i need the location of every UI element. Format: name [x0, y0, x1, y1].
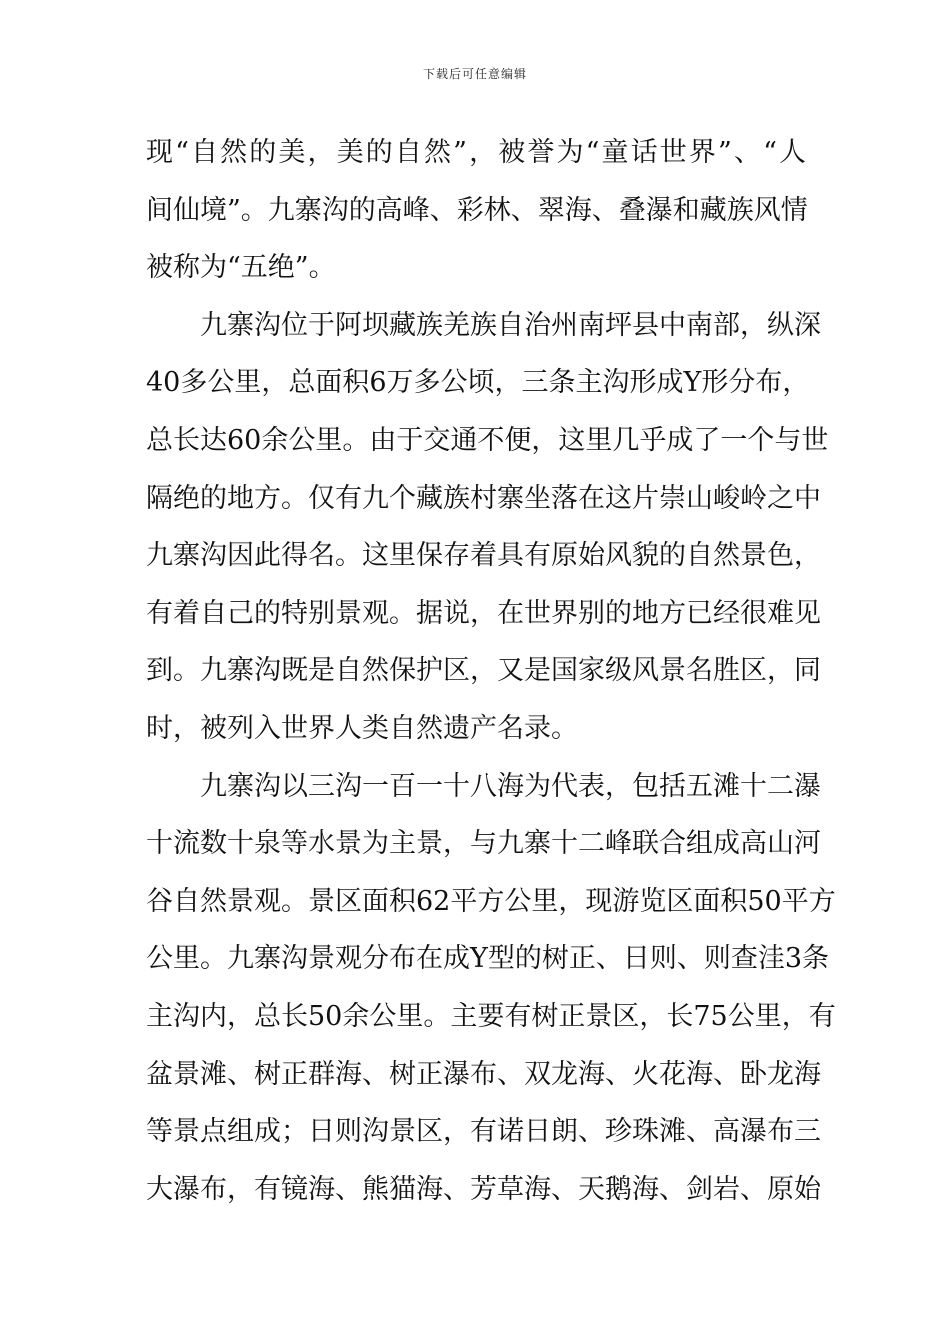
text-line: 九寨沟因此得名。这里保存着具有原始风貌的自然景色，: [146, 540, 821, 572]
text-line: 现“自然的美，美的自然”，被誉为“童话世界”、“人: [146, 137, 806, 168]
text-line: 谷自然景观。景区面积62平方公里，现游览区面积50平方: [146, 885, 836, 917]
text-line: 九寨沟以三沟一百一十八海为代表，包括五滩十二瀑: [200, 770, 821, 802]
text-line: 公里。九寨沟景观分布在成Y型的树正、日则、则查洼3条: [146, 943, 830, 975]
paragraph-1: [146, 124, 806, 297]
text-line: 隔绝的地方。仅有九个藏族村寨坐落在这片崇山峻岭之中: [146, 482, 821, 514]
text-line: 大瀑布，有镜海、熊猫海、芳草海、天鹅海、剑岩、原始: [146, 1173, 821, 1205]
text-line: 间仙境”。九寨沟的高峰、彩林、翠海、叠瀑和藏族风情: [146, 194, 808, 226]
text-line: 时，被列入世界人类自然遗产名录。: [146, 712, 578, 744]
text-line: 主沟内，总长50余公里。主要有树正景区，长75公里，有: [146, 1000, 836, 1032]
text-line: 十流数十泉等水景为主景，与九寨十二峰联合组成高山河: [146, 828, 821, 860]
text-line: 等景点组成；日则沟景区，有诺日朗、珍珠滩、高瀑布三: [146, 1116, 821, 1148]
paragraph-2: [146, 297, 829, 758]
text-line: 到。九寨沟既是自然保护区，又是国家级风景名胜区，同: [146, 655, 821, 687]
paragraph-3: [146, 758, 836, 1219]
text-line: 九寨沟位于阿坝藏族羌族自治州南坪县中南部，纵深: [200, 309, 821, 341]
text-line: 总长达60余公里。由于交通不便，这里几乎成了一个与世: [146, 424, 829, 456]
document-body: [146, 124, 836, 1218]
text-line: 被称为“五绝”。: [146, 252, 336, 284]
text-line: 有着自己的特别景观。据说，在世界别的地方已经很难见: [146, 597, 821, 629]
text-line: 40多公里，总面积6万多公顷，三条主沟形成Y形分布，: [146, 367, 810, 399]
page-header: 下载后可任意编辑: [422, 67, 527, 81]
text-line: 盆景滩、树正群海、树正瀑布、双龙海、火花海、卧龙海: [146, 1058, 821, 1090]
